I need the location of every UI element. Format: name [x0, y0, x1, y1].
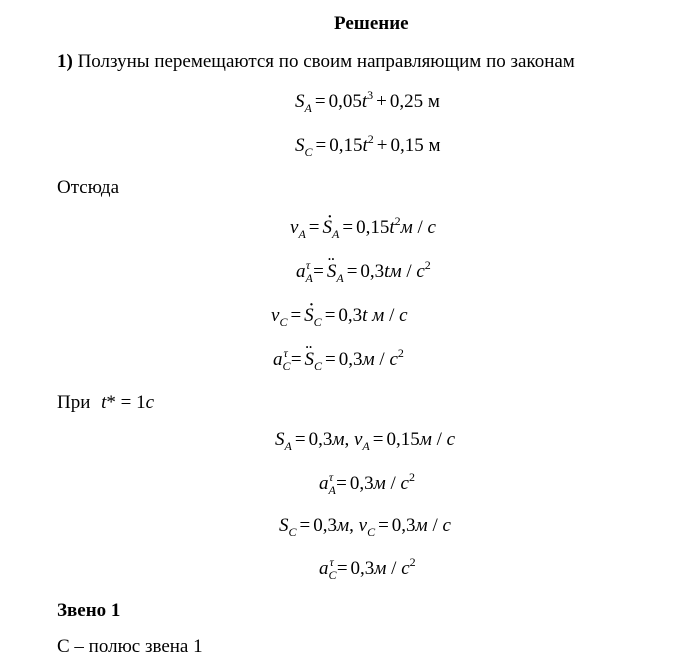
solution-title: Решение [334, 13, 409, 34]
formula-vc: $v_C =\cdot S_C = 0,3t$ м / c [271, 305, 408, 327]
formula-at-sa-va: $S_A = 0,3м$, $v_A = 0,15м / c$ [275, 429, 456, 453]
formula-sc: $S_C = 0,15t^2 + 0,15$ м [295, 132, 441, 159]
formula-aa: $a_A^\tau$ =¨ $S_A = 0,3tм / c^2$ [296, 261, 431, 283]
formula-ac: $a_C^\tau$ =¨ $S_C = 0,3м / c^2$ [273, 349, 404, 371]
otsyuda-label: Отсюда [57, 177, 120, 198]
formula-at-sc-vc: $S_C = 0,3м$, $v_C = 0,3м / c$ [279, 515, 451, 539]
pri-value: t [101, 392, 107, 413]
item-1-text: Ползуны перемещаются по своим направляющим по законам [77, 51, 575, 72]
zveno-heading: Звено 1 [57, 600, 121, 621]
pole-text: С – полюс звена 1 [57, 636, 203, 657]
item-1-number: 1) [57, 51, 73, 72]
formula-at-ac: $a_C^\tau = 0,3м / c^2$ [319, 555, 416, 582]
formula-at-aa: $a_A^\tau = 0,3м / c^2$ [319, 470, 415, 497]
pri-line: При t* = 1c [57, 392, 155, 413]
pri-label: При [57, 392, 91, 413]
item-1-line [57, 51, 575, 73]
formula-sa: $S_A = 0,05t^3 + 0,25$ м [295, 88, 440, 115]
formula-va: $v_A =\cdot S_A = 0,15t^2м / c$ [290, 217, 436, 239]
